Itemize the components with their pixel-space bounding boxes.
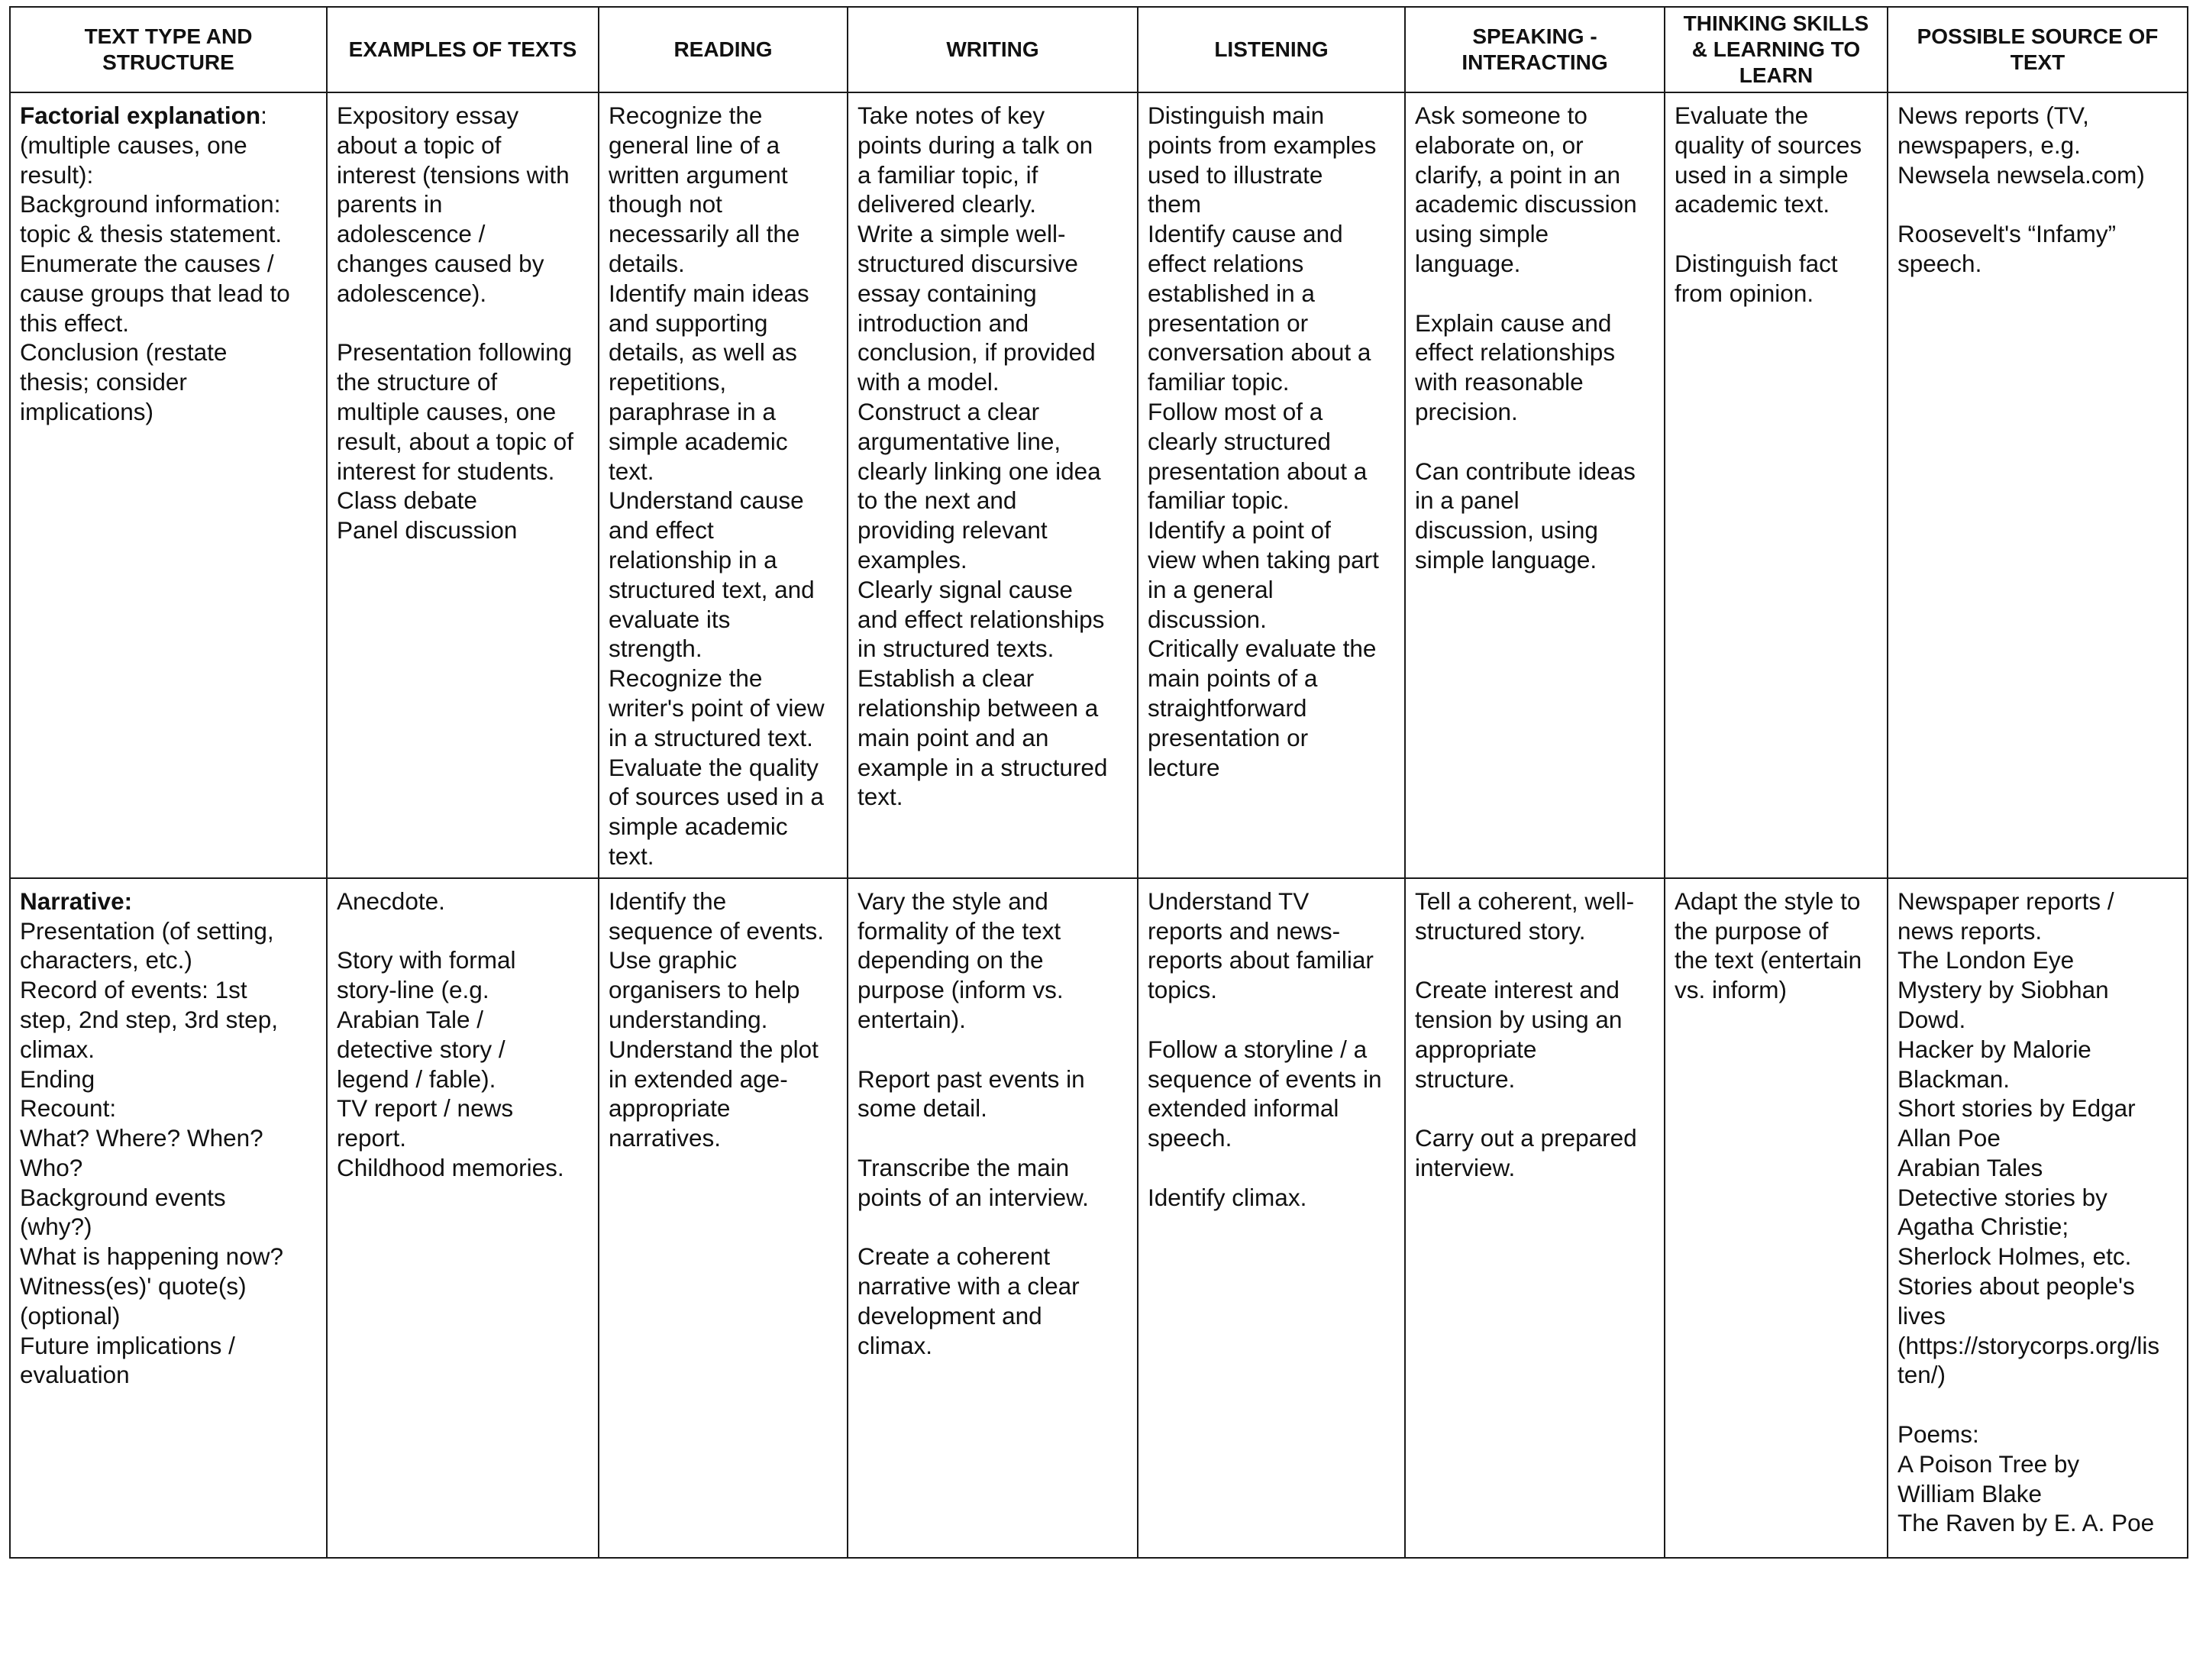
table-row — [10, 878, 2188, 1558]
text-line: reports about familiar — [1148, 946, 1374, 974]
text-line: narrative with a clear — [857, 1272, 1080, 1300]
text-line: Critically evaluate the — [1148, 635, 1377, 663]
cell-writing — [848, 92, 1138, 878]
text-line: Identify climax. — [1148, 1183, 1307, 1211]
text-line: Record of events: 1st — [20, 976, 247, 1004]
text-line: legend / fable). — [337, 1065, 496, 1093]
text-line: Vary the style and — [857, 887, 1048, 915]
text-line: Dowd. — [1897, 1005, 1966, 1033]
header-possible-source — [1888, 7, 2188, 92]
text-line: (optional) — [20, 1301, 121, 1329]
text-line: Understand the plot — [609, 1035, 819, 1063]
text-line: used to illustrate — [1148, 160, 1323, 189]
cell-speaking — [1405, 92, 1665, 878]
text-line: relationship in a — [609, 545, 777, 573]
text-line: Distinguish main — [1148, 102, 1325, 129]
blank-line — [1415, 945, 1655, 975]
text-line: Conclusion (restate — [20, 338, 228, 367]
cell-thinking-skills — [1665, 878, 1888, 1558]
text-line: vs. inform) — [1675, 976, 1788, 1004]
cell-text-type — [10, 878, 327, 1558]
text-line: Distinguish fact — [1675, 249, 1838, 277]
text-line: Create a coherent — [857, 1242, 1051, 1271]
text-line: Identify cause and — [1148, 220, 1343, 248]
text-line: Arabian Tale / — [337, 1005, 484, 1033]
text-line: WRITING — [946, 37, 1039, 61]
text-line: adolescence / — [337, 220, 486, 248]
text-line: detective story / — [337, 1035, 505, 1063]
text-line: Report past events in — [857, 1065, 1085, 1093]
text-line: argumentative line, — [857, 427, 1061, 455]
text-line: Adapt the style to — [1675, 887, 1861, 915]
text-line: Anecdote. — [337, 887, 445, 915]
text-line: text. — [609, 457, 654, 485]
text-line: points of an interview. — [857, 1183, 1089, 1211]
text-line: text. — [857, 783, 903, 811]
text-line: Background information: — [20, 190, 281, 218]
text-line: implications) — [20, 397, 154, 425]
text-line: news reports. — [1897, 916, 2043, 945]
text-line: changes caused by — [337, 249, 544, 277]
text-line: details, as well as — [609, 338, 797, 367]
text-line: them — [1148, 190, 1202, 218]
text-line: Mystery by Siobhan — [1897, 976, 2109, 1004]
text-line: Tell a coherent, well- — [1415, 887, 1635, 915]
text-line: points from examples — [1148, 131, 1377, 159]
text-line: multiple causes, one — [337, 397, 557, 425]
row-title: Factorial explanation — [20, 102, 261, 129]
text-line: Hacker by Malorie — [1897, 1035, 2091, 1063]
text-line: TEXT TYPE AND — [84, 24, 253, 48]
text-line: evaluate its — [609, 605, 731, 633]
text-line: narratives. — [609, 1124, 722, 1152]
text-line: Enumerate the causes / — [20, 249, 274, 277]
text-line: SPEAKING - — [1472, 24, 1597, 48]
text-line: report. — [337, 1124, 407, 1152]
text-line: and supporting — [609, 309, 768, 337]
text-line: of sources used in a — [609, 783, 824, 811]
text-line: William Blake — [1897, 1479, 2043, 1507]
text-line: familiar topic. — [1148, 486, 1290, 515]
text-line: clearly structured — [1148, 427, 1331, 455]
text-line: effect relations — [1148, 249, 1304, 277]
text-line: Class debate — [337, 486, 477, 515]
text-line: necessarily all the — [609, 220, 800, 248]
text-line: familiar topic. — [1148, 368, 1290, 396]
text-line: Construct a clear — [857, 397, 1040, 425]
text-line: simple academic — [609, 427, 788, 455]
text-line: clearly linking one idea — [857, 457, 1101, 485]
text-line: Who? — [20, 1153, 83, 1181]
blank-line — [1148, 1005, 1395, 1035]
table-row — [10, 92, 2188, 878]
text-line: climax. — [857, 1331, 933, 1359]
text-line: adolescence). — [337, 279, 487, 307]
text-line: speech. — [1148, 1124, 1232, 1152]
text-line: lives — [1897, 1301, 1946, 1329]
curriculum-table — [9, 6, 2188, 1559]
text-line: main points of a — [1148, 664, 1318, 693]
blank-line — [857, 1212, 1128, 1242]
text-line: Evaluate the quality — [609, 753, 819, 781]
text-line: this effect. — [20, 309, 129, 337]
text-line: points during a talk on — [857, 131, 1093, 159]
text-line: Presentation (of setting, — [20, 916, 274, 945]
text-line: Detective stories by — [1897, 1183, 2107, 1211]
blank-line — [857, 1123, 1128, 1153]
text-line: example in a structured — [857, 753, 1108, 781]
blank-line — [857, 1035, 1128, 1065]
text-line: providing relevant — [857, 516, 1048, 544]
text-line: extended informal — [1148, 1094, 1339, 1123]
text-line: Presentation following — [337, 338, 573, 367]
text-line: from opinion. — [1675, 279, 1814, 307]
text-line: language. — [1415, 249, 1521, 277]
text-line: Expository essay — [337, 102, 519, 129]
text-line: with a model. — [857, 368, 1000, 396]
text-line: sequence of events. — [609, 916, 824, 945]
header-text-type — [10, 7, 327, 92]
text-line: Identify the — [609, 887, 727, 915]
text-line: Transcribe the main — [857, 1153, 1070, 1181]
text-line: though not — [609, 190, 722, 218]
text-line: A Poison Tree by — [1897, 1449, 2080, 1478]
text-line: Sherlock Holmes, etc. — [1897, 1242, 2132, 1271]
text-line: Childhood memories. — [337, 1153, 564, 1181]
text-line: repetitions, — [609, 368, 727, 396]
text-line: depending on the — [857, 946, 1044, 974]
text-line: climax. — [20, 1035, 95, 1063]
text-line: THINKING SKILLS — [1683, 11, 1869, 35]
text-line: in a structured text. — [609, 723, 813, 751]
text-line: main point and an — [857, 723, 1049, 751]
text-line: interest for students. — [337, 457, 555, 485]
header-reading — [599, 7, 848, 92]
text-line: POSSIBLE SOURCE OF — [1917, 24, 2159, 48]
text-line: News reports (TV, — [1897, 102, 2089, 129]
text-line: Understand TV — [1148, 887, 1310, 915]
text-line: examples. — [857, 545, 967, 573]
text-line: in extended age- — [609, 1065, 788, 1093]
text-line: some detail. — [857, 1094, 987, 1123]
text-line: Arabian Tales — [1897, 1153, 2043, 1181]
text-line: LEARN — [1739, 63, 1814, 87]
text-line: TEXT — [2010, 50, 2065, 74]
text-line: the text (entertain — [1675, 946, 1862, 974]
text-line: purpose (inform vs. — [857, 976, 1064, 1004]
text-line: reports and news- — [1148, 916, 1341, 945]
text-line: (why?) — [20, 1213, 92, 1241]
text-line: The Raven by E. A. Poe — [1897, 1509, 2155, 1537]
blank-line — [337, 309, 589, 338]
text-line: The London Eye — [1897, 946, 2075, 974]
text-line: characters, etc.) — [20, 946, 192, 974]
text-line: academic discussion — [1415, 190, 1637, 218]
text-line: simple academic — [609, 813, 788, 841]
blank-line — [1415, 279, 1655, 309]
text-line: sequence of events in — [1148, 1065, 1382, 1093]
text-line: conclusion, if provided — [857, 338, 1096, 367]
text-line: structured text, and — [609, 575, 815, 603]
text-line: (https://storycorps.org/lis — [1897, 1331, 2160, 1359]
text-line: discussion, using — [1415, 516, 1598, 544]
text-line: lecture — [1148, 753, 1220, 781]
text-line: Panel discussion — [337, 516, 518, 544]
text-line: step, 2nd step, 3rd step, — [20, 1005, 278, 1033]
text-line: and effect — [609, 516, 714, 544]
text-line: Roosevelt's “Infamy” — [1897, 220, 2117, 248]
text-line: structured discursive — [857, 249, 1078, 277]
text-line: Witness(es)' quote(s) — [20, 1272, 247, 1300]
text-line: in structured texts. — [857, 635, 1055, 663]
text-line: interest (tensions with — [337, 160, 570, 189]
text-line: ten/) — [1897, 1361, 1946, 1389]
text-line: Ask someone to — [1415, 102, 1587, 129]
text-line: parents in — [337, 190, 443, 218]
text-line: result): — [20, 160, 94, 189]
text-line: appropriate — [609, 1094, 731, 1123]
text-line: general line of a — [609, 131, 780, 159]
text-line: & LEARNING TO — [1691, 37, 1861, 61]
text-line: conversation about a — [1148, 338, 1371, 367]
text-line: tension by using an — [1415, 1005, 1623, 1033]
header-writing — [848, 7, 1138, 92]
row-title: Narrative: — [20, 887, 133, 915]
text-line: EXAMPLES OF TEXTS — [348, 37, 577, 61]
text-line: essay containing — [857, 279, 1037, 307]
text-line: Identify main ideas — [609, 279, 809, 307]
blank-line — [1897, 1390, 2178, 1420]
text-line: structure. — [1415, 1065, 1516, 1093]
text-line: Future implications / — [20, 1331, 235, 1359]
blank-line — [1415, 1094, 1655, 1123]
text-line: established in a — [1148, 279, 1315, 307]
text-line: text. — [609, 842, 654, 870]
text-line: academic text. — [1675, 190, 1830, 218]
text-line: in a panel — [1415, 486, 1520, 515]
text-line: evaluation — [20, 1361, 130, 1389]
text-line: What is happening now? — [20, 1242, 283, 1271]
text-line: writer's point of view — [609, 693, 825, 722]
text-line: Can contribute ideas — [1415, 457, 1636, 485]
text-line: speech. — [1897, 249, 1982, 277]
text-line: Recognize the — [609, 664, 763, 693]
text-line: and effect relationships — [857, 605, 1105, 633]
text-line: topic & thesis statement. — [20, 220, 283, 248]
text-line: topics. — [1148, 976, 1218, 1004]
text-line: Poems: — [1897, 1420, 1979, 1449]
text-line: delivered clearly. — [857, 190, 1037, 218]
text-line: interview. — [1415, 1153, 1516, 1181]
header-speaking — [1405, 7, 1665, 92]
text-line: view when taking part — [1148, 545, 1379, 573]
text-line: Take notes of key — [857, 102, 1045, 129]
cell-reading — [599, 878, 848, 1558]
text-line: about a topic of — [337, 131, 502, 159]
text-line: Carry out a prepared — [1415, 1124, 1637, 1152]
text-line: Recount: — [20, 1094, 117, 1123]
text-line: presentation or — [1148, 309, 1309, 337]
text-line: Background events — [20, 1183, 226, 1211]
text-line: structured story. — [1415, 916, 1586, 945]
text-line: the purpose of — [1675, 916, 1829, 945]
blank-line — [1675, 219, 1878, 249]
text-line: LISTENING — [1214, 37, 1329, 61]
text-line: thesis; consider — [20, 368, 187, 396]
text-line: presentation or — [1148, 723, 1309, 751]
blank-line — [1148, 1153, 1395, 1183]
header-thinking-skills — [1665, 7, 1888, 92]
text-line: effect relationships — [1415, 338, 1616, 367]
text-line: Follow most of a — [1148, 397, 1323, 425]
text-line: Use graphic — [609, 946, 738, 974]
text-line: Recognize the — [609, 102, 763, 129]
text-line: Clearly signal cause — [857, 575, 1073, 603]
text-line: (multiple causes, one — [20, 131, 247, 159]
text-line: Ending — [20, 1065, 95, 1093]
text-line: Newsela newsela.com) — [1897, 160, 2145, 189]
text-line: a familiar topic, if — [857, 160, 1038, 189]
text-line: INTERACTING — [1461, 50, 1608, 74]
text-line: Understand cause — [609, 486, 804, 515]
text-line: clarify, a point in an — [1415, 160, 1621, 189]
text-line: Write a simple well- — [857, 220, 1066, 248]
cell-speaking — [1405, 878, 1665, 1558]
text-line: with reasonable — [1415, 368, 1584, 396]
text-line: newspapers, e.g. — [1897, 131, 2081, 159]
text-line: entertain). — [857, 1005, 966, 1033]
blank-line — [1415, 427, 1655, 457]
text-line: Explain cause and — [1415, 309, 1612, 337]
cell-text-type — [10, 92, 327, 878]
text-line: used in a simple — [1675, 160, 1849, 189]
cell-examples — [327, 92, 599, 878]
text-line: cause groups that lead to — [20, 279, 290, 307]
text-line: relationship between a — [857, 693, 1099, 722]
text-line: What? Where? When? — [20, 1124, 263, 1152]
text-line: Agatha Christie; — [1897, 1213, 2069, 1241]
text-line: appropriate — [1415, 1035, 1537, 1063]
header-examples — [327, 7, 599, 92]
cell-listening — [1138, 878, 1405, 1558]
text-line: formality of the text — [857, 916, 1061, 945]
cell-reading — [599, 92, 848, 878]
text-line: Create interest and — [1415, 976, 1620, 1004]
blank-line — [1897, 189, 2178, 219]
header-listening — [1138, 7, 1405, 92]
text-line: Blackman. — [1897, 1065, 2011, 1093]
blank-line — [337, 916, 589, 946]
text-line: quality of sources — [1675, 131, 1862, 159]
text-line: introduction and — [857, 309, 1029, 337]
text-line: READING — [673, 37, 773, 61]
text-line: story-line (e.g. — [337, 976, 489, 1004]
text-line: STRUCTURE — [102, 50, 234, 74]
text-line: written argument — [609, 160, 788, 189]
text-line: straightforward — [1148, 693, 1307, 722]
text-line: understanding. — [609, 1005, 768, 1033]
text-line: details. — [609, 249, 685, 277]
text-line: precision. — [1415, 397, 1518, 425]
text-line: Establish a clear — [857, 664, 1035, 693]
text-line: the structure of — [337, 368, 498, 396]
text-line: organisers to help — [609, 976, 800, 1004]
text-line: Stories about people's — [1897, 1272, 2135, 1300]
text-line: Newspaper reports / — [1897, 887, 2114, 915]
text-line: discussion. — [1148, 605, 1267, 633]
cell-possible-source — [1888, 92, 2188, 878]
text-line: in a general — [1148, 575, 1274, 603]
text-line: elaborate on, or — [1415, 131, 1584, 159]
text-line: Evaluate the — [1675, 102, 1809, 129]
header-row — [10, 7, 2188, 92]
cell-possible-source — [1888, 878, 2188, 1558]
text-line: TV report / news — [337, 1094, 514, 1123]
text-line: Identify a point of — [1148, 516, 1331, 544]
text-line: Short stories by Edgar — [1897, 1094, 2136, 1123]
cell-listening — [1138, 92, 1405, 878]
text-line: Story with formal — [337, 946, 516, 974]
cell-thinking-skills — [1665, 92, 1888, 878]
text-line: Allan Poe — [1897, 1124, 2001, 1152]
cell-writing — [848, 878, 1138, 1558]
text-line: to the next and — [857, 486, 1017, 515]
cell-examples — [327, 878, 599, 1558]
text-line: development and — [857, 1301, 1042, 1329]
text-line: using simple — [1415, 220, 1549, 248]
text-line: strength. — [609, 635, 702, 663]
text-line: simple language. — [1415, 545, 1597, 573]
row-title-suffix: : — [260, 102, 267, 129]
text-line: Follow a storyline / a — [1148, 1035, 1368, 1063]
text-line: presentation about a — [1148, 457, 1368, 485]
text-line: paraphrase in a — [609, 397, 776, 425]
text-line: result, about a topic of — [337, 427, 573, 455]
